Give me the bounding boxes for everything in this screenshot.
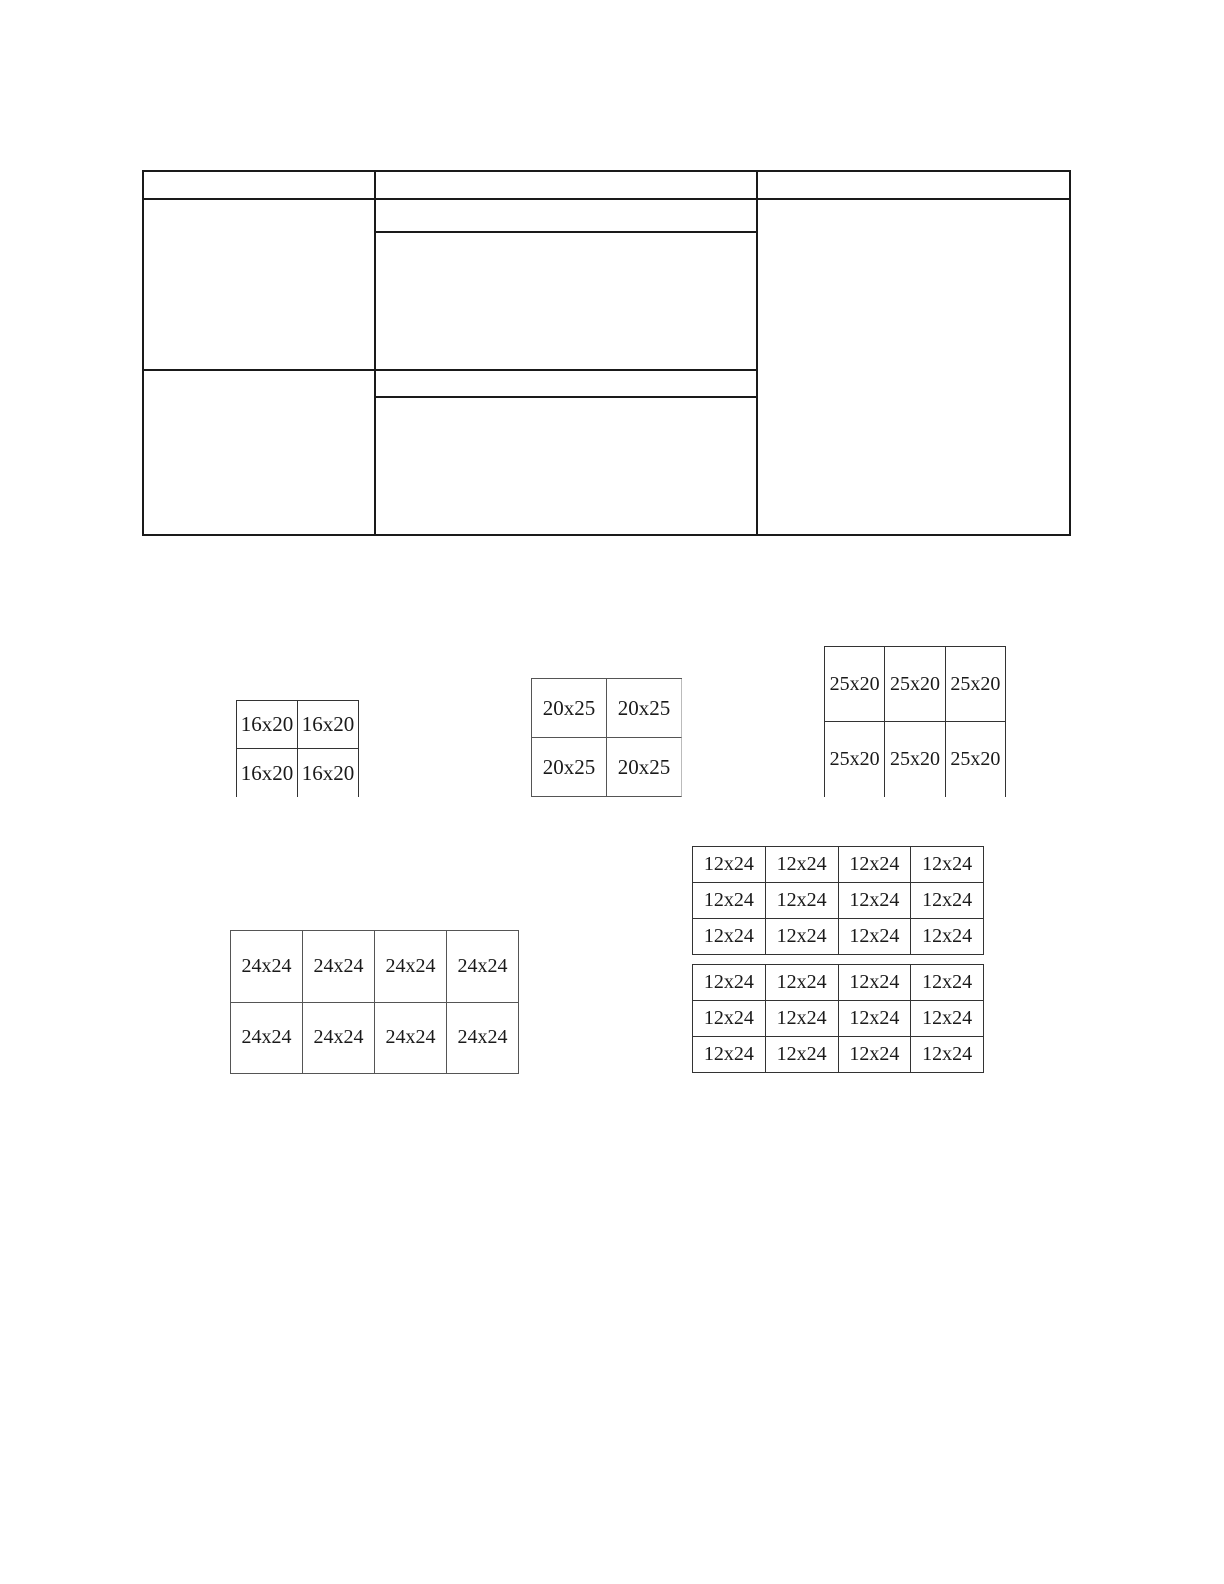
tile-cell: 12x24	[911, 1001, 984, 1037]
tile-cell: 12x24	[693, 883, 766, 919]
tile-cell: 12x24	[693, 1001, 766, 1037]
tile-cell: 16x20	[298, 701, 359, 749]
tile-cell: 20x25	[532, 679, 607, 738]
tile-cell: 25x20	[946, 722, 1006, 797]
tile-cell: 12x24	[839, 1001, 912, 1037]
tile-cell: 16x20	[237, 749, 298, 797]
table-row-divider	[142, 369, 757, 371]
tile-cell: 12x24	[839, 883, 912, 919]
tile-cell: 12x24	[911, 883, 984, 919]
tile-cell: 24x24	[447, 931, 519, 1003]
tile-cell: 12x24	[766, 847, 839, 883]
tile-cell: 24x24	[375, 1003, 447, 1075]
table-border-left	[142, 170, 144, 536]
table-subrow-divider	[374, 396, 757, 398]
table-header-divider	[142, 198, 1071, 200]
tile-cell: 12x24	[839, 1037, 912, 1073]
tile-cell: 24x24	[447, 1003, 519, 1075]
tile-cell: 25x20	[946, 647, 1006, 722]
empty-form-table	[142, 170, 1071, 536]
tile-cell: 12x24	[693, 919, 766, 955]
tile-cell: 24x24	[375, 931, 447, 1003]
tile-cell: 12x24	[911, 965, 984, 1001]
tile-cell: 12x24	[693, 965, 766, 1001]
tile-cell: 20x25	[607, 679, 682, 738]
tile-cell: 16x20	[237, 701, 298, 749]
tile-cell: 20x25	[532, 738, 607, 797]
tile-cell: 25x20	[825, 722, 885, 797]
tile-grid-24x24	[230, 930, 519, 1074]
tile-grid-25x20	[824, 646, 1006, 797]
tile-cell: 12x24	[693, 847, 766, 883]
tile-cell: 24x24	[303, 931, 375, 1003]
tile-cell: 12x24	[693, 1037, 766, 1073]
tile-cell: 12x24	[839, 965, 912, 1001]
tile-cell: 12x24	[839, 847, 912, 883]
tile-cell: 12x24	[766, 1037, 839, 1073]
tile-cell: 20x25	[607, 738, 682, 797]
tile-cell: 24x24	[231, 1003, 303, 1075]
tile-grid-12x24-lower	[692, 964, 984, 1073]
tile-cell: 16x20	[298, 749, 359, 797]
tile-cell: 25x20	[885, 647, 945, 722]
tile-cell: 12x24	[911, 919, 984, 955]
tile-cell: 12x24	[766, 919, 839, 955]
tile-grid-12x24-upper	[692, 846, 984, 955]
table-subrow-divider	[374, 231, 757, 233]
tile-cell: 25x20	[885, 722, 945, 797]
table-border-bottom	[142, 534, 1071, 536]
tile-grid-16x20	[236, 700, 359, 797]
tile-cell: 12x24	[839, 919, 912, 955]
table-border-right	[1069, 170, 1071, 536]
table-column-divider	[756, 170, 758, 536]
tile-cell: 12x24	[766, 883, 839, 919]
tile-grid-20x25	[531, 678, 682, 797]
tile-cell: 12x24	[766, 965, 839, 1001]
tile-cell: 12x24	[911, 847, 984, 883]
tile-cell: 12x24	[766, 1001, 839, 1037]
tile-cell: 24x24	[231, 931, 303, 1003]
table-border-top	[142, 170, 1071, 172]
tile-cell: 25x20	[825, 647, 885, 722]
tile-cell: 24x24	[303, 1003, 375, 1075]
table-column-divider	[374, 170, 376, 536]
tile-cell: 12x24	[911, 1037, 984, 1073]
